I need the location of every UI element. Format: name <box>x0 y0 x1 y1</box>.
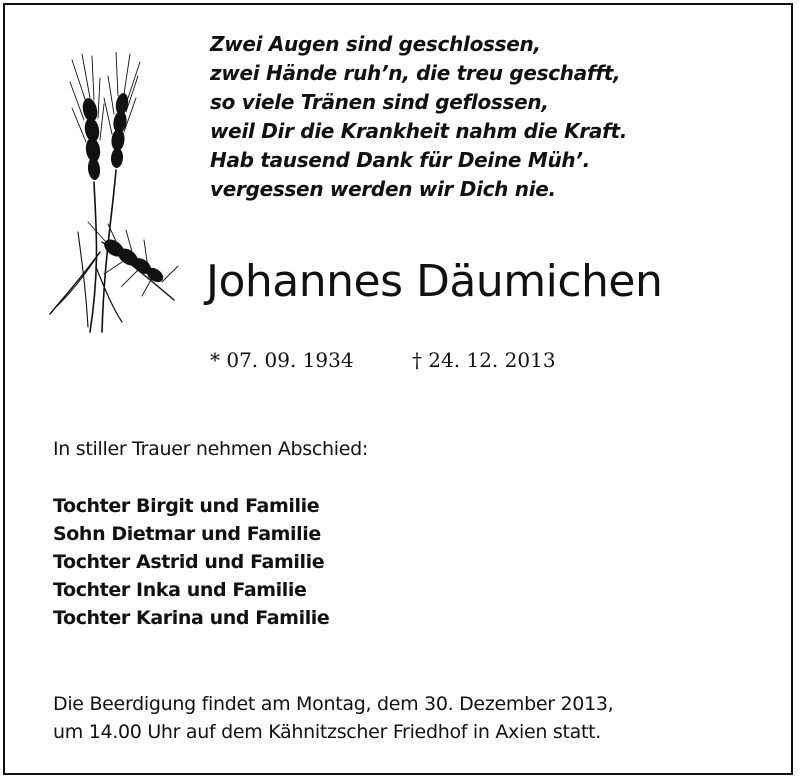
poem-line: Zwei Augen sind geschlossen, <box>210 32 541 56</box>
death-date: † 24. 12. 2013 <box>411 348 556 372</box>
funeral-line: um 14.00 Uhr auf dem Kähnitzscher Friedhof in Axien statt. <box>53 721 601 743</box>
birth-date: * 07. 09. 1934 <box>210 348 354 372</box>
funeral-details <box>53 690 613 746</box>
poem <box>210 30 627 204</box>
life-dates <box>210 348 556 372</box>
mourner-item: Tochter Astrid und Familie <box>53 551 325 573</box>
mourner-item: Tochter Karina und Familie <box>53 607 330 629</box>
mourner-item: Tochter Birgit und Familie <box>53 495 320 517</box>
poem-line: zwei Hände ruh’n, die treu geschafft, <box>210 61 621 85</box>
poem-line: so viele Tränen sind geflossen, <box>210 90 549 114</box>
deceased-name: Johannes Däumichen <box>206 256 663 307</box>
poem-line: Hab tausend Dank für Deine Müh’. <box>210 148 590 172</box>
wheat-ears-icon <box>42 52 180 334</box>
funeral-line: Die Beerdigung findet am Montag, dem 30. Dezember 2013, <box>53 693 614 715</box>
poem-line: weil Dir die Krankheit nahm die Kraft. <box>210 119 628 143</box>
poem-line: vergessen werden wir Dich nie. <box>210 177 556 201</box>
mourner-item: Sohn Dietmar und Familie <box>53 523 321 545</box>
mourner-item: Tochter Inka und Familie <box>53 579 307 601</box>
mourners-list <box>53 492 329 632</box>
farewell-intro: In stiller Trauer nehmen Abschied: <box>53 438 368 460</box>
